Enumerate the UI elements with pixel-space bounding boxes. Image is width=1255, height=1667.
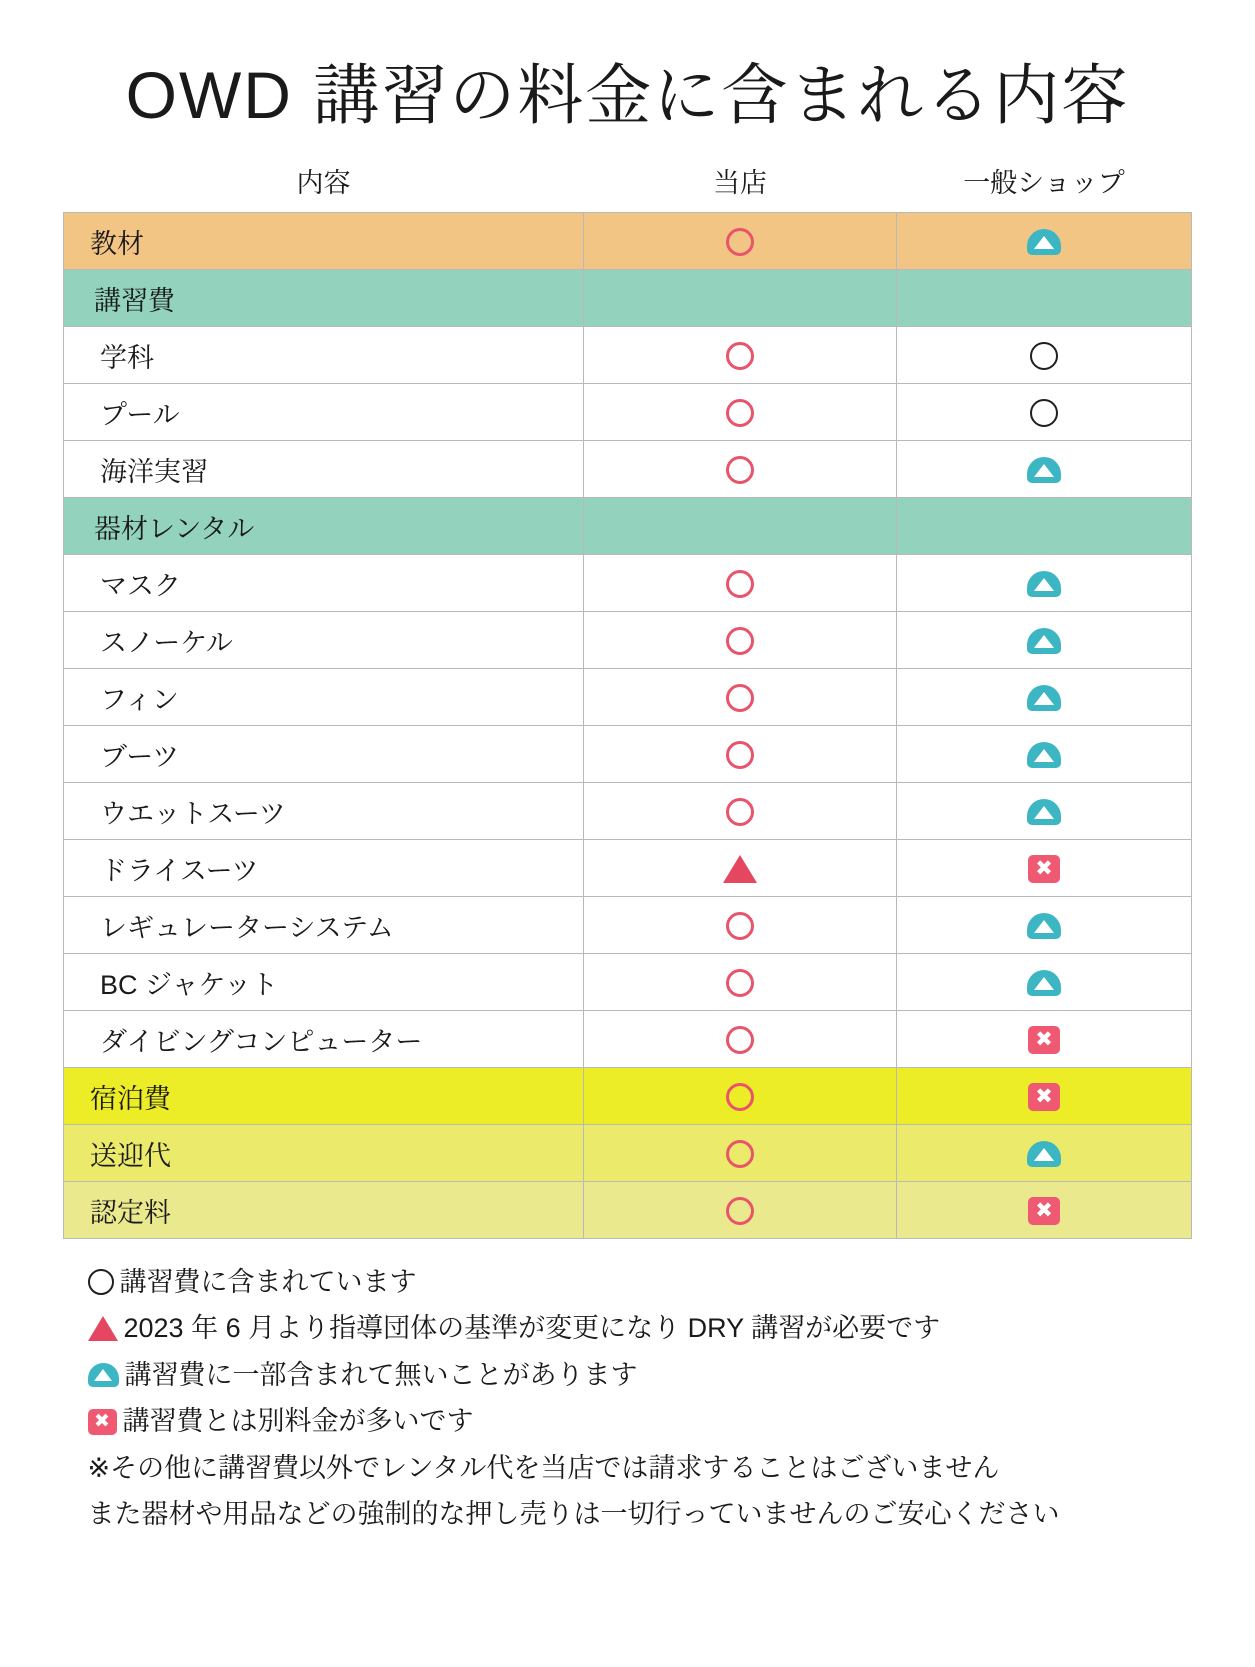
cross-pink-icon: ✖ [88, 1409, 117, 1435]
table-section-row [64, 270, 1192, 327]
row-label: ウエットスーツ [64, 783, 584, 840]
general-shop-mark [897, 1011, 1192, 1068]
table-row [64, 213, 1192, 270]
table-row [64, 555, 1192, 612]
circle-pink-icon [726, 399, 754, 427]
legend-text: また器材や用品などの強制的な押し売りは一切行っていませんのご安心ください [87, 1499, 1060, 1530]
general-shop-mark [897, 954, 1192, 1011]
legend-row [88, 1398, 1192, 1444]
our-shop-mark [584, 669, 897, 726]
row-label: 宿泊費 [64, 1068, 584, 1125]
general-shop-mark [897, 1182, 1192, 1239]
half-circle-teal-icon [1027, 457, 1061, 483]
circle-pink-icon [726, 798, 754, 826]
column-header-general-shop: 一般ショップ [963, 168, 1125, 198]
half-circle-teal-icon [1027, 913, 1061, 939]
general-shop-mark [897, 897, 1192, 954]
row-label: フィン [64, 669, 584, 726]
circle-pink-icon [726, 456, 754, 484]
our-shop-mark [584, 897, 897, 954]
table-row [64, 1068, 1192, 1125]
table-section-row [64, 498, 1192, 555]
table-row [64, 1182, 1192, 1239]
general-shop-mark [897, 1125, 1192, 1182]
pricing-comparison-table [63, 155, 1192, 1239]
half-circle-teal-icon [1027, 628, 1061, 654]
infographic-page [0, 42, 1255, 1667]
table-row [64, 1011, 1192, 1068]
circle-pink-icon [726, 228, 754, 256]
table-row [64, 327, 1192, 384]
general-shop-mark [897, 270, 1192, 327]
cross-pink-icon: ✖ [1028, 1083, 1060, 1111]
table-row [64, 726, 1192, 783]
legend-row [88, 1259, 1192, 1305]
row-label: ブーツ [64, 726, 584, 783]
general-shop-mark [897, 612, 1192, 669]
half-circle-teal-icon [1027, 742, 1061, 768]
legend-text: 講習費に一部含まれて無いことがあります [124, 1359, 638, 1390]
table-row [64, 1125, 1192, 1182]
half-circle-teal-icon [1027, 799, 1061, 825]
row-label: 器材レンタル [64, 498, 584, 555]
general-shop-mark [897, 498, 1192, 555]
legend-text: ※その他に講習費以外でレンタル代を当店では請求することはございません [87, 1452, 1000, 1483]
circle-pink-icon [726, 342, 754, 370]
row-label: スノーケル [64, 612, 584, 669]
our-shop-mark [584, 726, 897, 783]
our-shop-mark [584, 555, 897, 612]
table-body [64, 213, 1192, 1239]
legend-row [88, 1445, 1192, 1491]
table-row [64, 840, 1192, 897]
cross-pink-icon: ✖ [1028, 1197, 1060, 1225]
legend-row [88, 1352, 1192, 1398]
circle-pink-icon [726, 1026, 754, 1054]
general-shop-mark [897, 669, 1192, 726]
row-label: ドライスーツ [64, 840, 584, 897]
column-header-content: 内容 [296, 168, 351, 198]
row-label: BC ジャケット [64, 954, 584, 1011]
row-label: 学科 [64, 327, 584, 384]
row-label: ダイビングコンピューター [64, 1011, 584, 1068]
our-shop-mark [584, 783, 897, 840]
legend-text: 2023 年 6 月より指導団体の基準が変更になり DRY 講習が必要です [123, 1313, 941, 1344]
table-row [64, 954, 1192, 1011]
general-shop-mark [897, 384, 1192, 441]
general-shop-mark [897, 1068, 1192, 1125]
half-circle-teal-icon [1027, 685, 1061, 711]
our-shop-mark [584, 270, 897, 327]
table-header [64, 155, 1192, 213]
table-row [64, 783, 1192, 840]
our-shop-mark [584, 1011, 897, 1068]
row-label: 講習費 [64, 270, 584, 327]
our-shop-mark [584, 441, 897, 498]
row-label: マスク [64, 555, 584, 612]
triangle-red-icon [723, 855, 757, 883]
circle-pink-icon [726, 912, 754, 940]
triangle-red-icon [88, 1316, 118, 1341]
circle-pink-icon [726, 969, 754, 997]
circle-outline-icon [1030, 342, 1058, 370]
cross-pink-icon: ✖ [1028, 1026, 1060, 1054]
legend-text: 講習費とは別料金が多いです [122, 1406, 474, 1437]
circle-pink-icon [726, 1140, 754, 1168]
legend-row [88, 1305, 1192, 1351]
table-row [64, 441, 1192, 498]
general-shop-mark [897, 840, 1192, 897]
column-header-our-shop: 当店 [713, 168, 767, 198]
row-label: 海洋実習 [64, 441, 584, 498]
our-shop-mark [584, 840, 897, 897]
general-shop-mark [897, 213, 1192, 270]
general-shop-mark [897, 555, 1192, 612]
our-shop-mark [584, 1182, 897, 1239]
circle-pink-icon [726, 1197, 754, 1225]
half-circle-teal-icon [1027, 571, 1061, 597]
our-shop-mark [584, 384, 897, 441]
legend-row [88, 1491, 1192, 1537]
table-row [64, 612, 1192, 669]
row-label: プール [64, 384, 584, 441]
half-circle-teal-icon [1027, 1141, 1061, 1167]
legend-list [64, 1259, 1192, 1538]
row-label: レギュレーターシステム [64, 897, 584, 954]
circle-pink-icon [726, 570, 754, 598]
our-shop-mark [584, 1125, 897, 1182]
row-label: 教材 [64, 213, 584, 270]
table-row [64, 384, 1192, 441]
our-shop-mark [584, 954, 897, 1011]
row-label: 送迎代 [64, 1125, 584, 1182]
circle-outline-icon [88, 1269, 114, 1295]
general-shop-mark [897, 783, 1192, 840]
our-shop-mark [584, 612, 897, 669]
circle-pink-icon [726, 1083, 754, 1111]
general-shop-mark [897, 726, 1192, 783]
legend-text: 講習費に含まれています [119, 1267, 417, 1297]
circle-pink-icon [726, 741, 754, 769]
row-label: 認定料 [64, 1182, 584, 1239]
our-shop-mark [584, 327, 897, 384]
table-row [64, 669, 1192, 726]
half-circle-teal-icon [88, 1363, 119, 1387]
general-shop-mark [897, 327, 1192, 384]
our-shop-mark [584, 213, 897, 270]
our-shop-mark [584, 1068, 897, 1125]
table-row [64, 897, 1192, 954]
page-title: OWD 講習の料金に含まれる内容 [125, 58, 1130, 132]
half-circle-teal-icon [1027, 970, 1061, 996]
our-shop-mark [584, 498, 897, 555]
circle-outline-icon [1030, 399, 1058, 427]
general-shop-mark [897, 441, 1192, 498]
cross-pink-icon: ✖ [1028, 855, 1060, 883]
circle-pink-icon [726, 684, 754, 712]
half-circle-teal-icon [1027, 229, 1061, 255]
circle-pink-icon [726, 627, 754, 655]
